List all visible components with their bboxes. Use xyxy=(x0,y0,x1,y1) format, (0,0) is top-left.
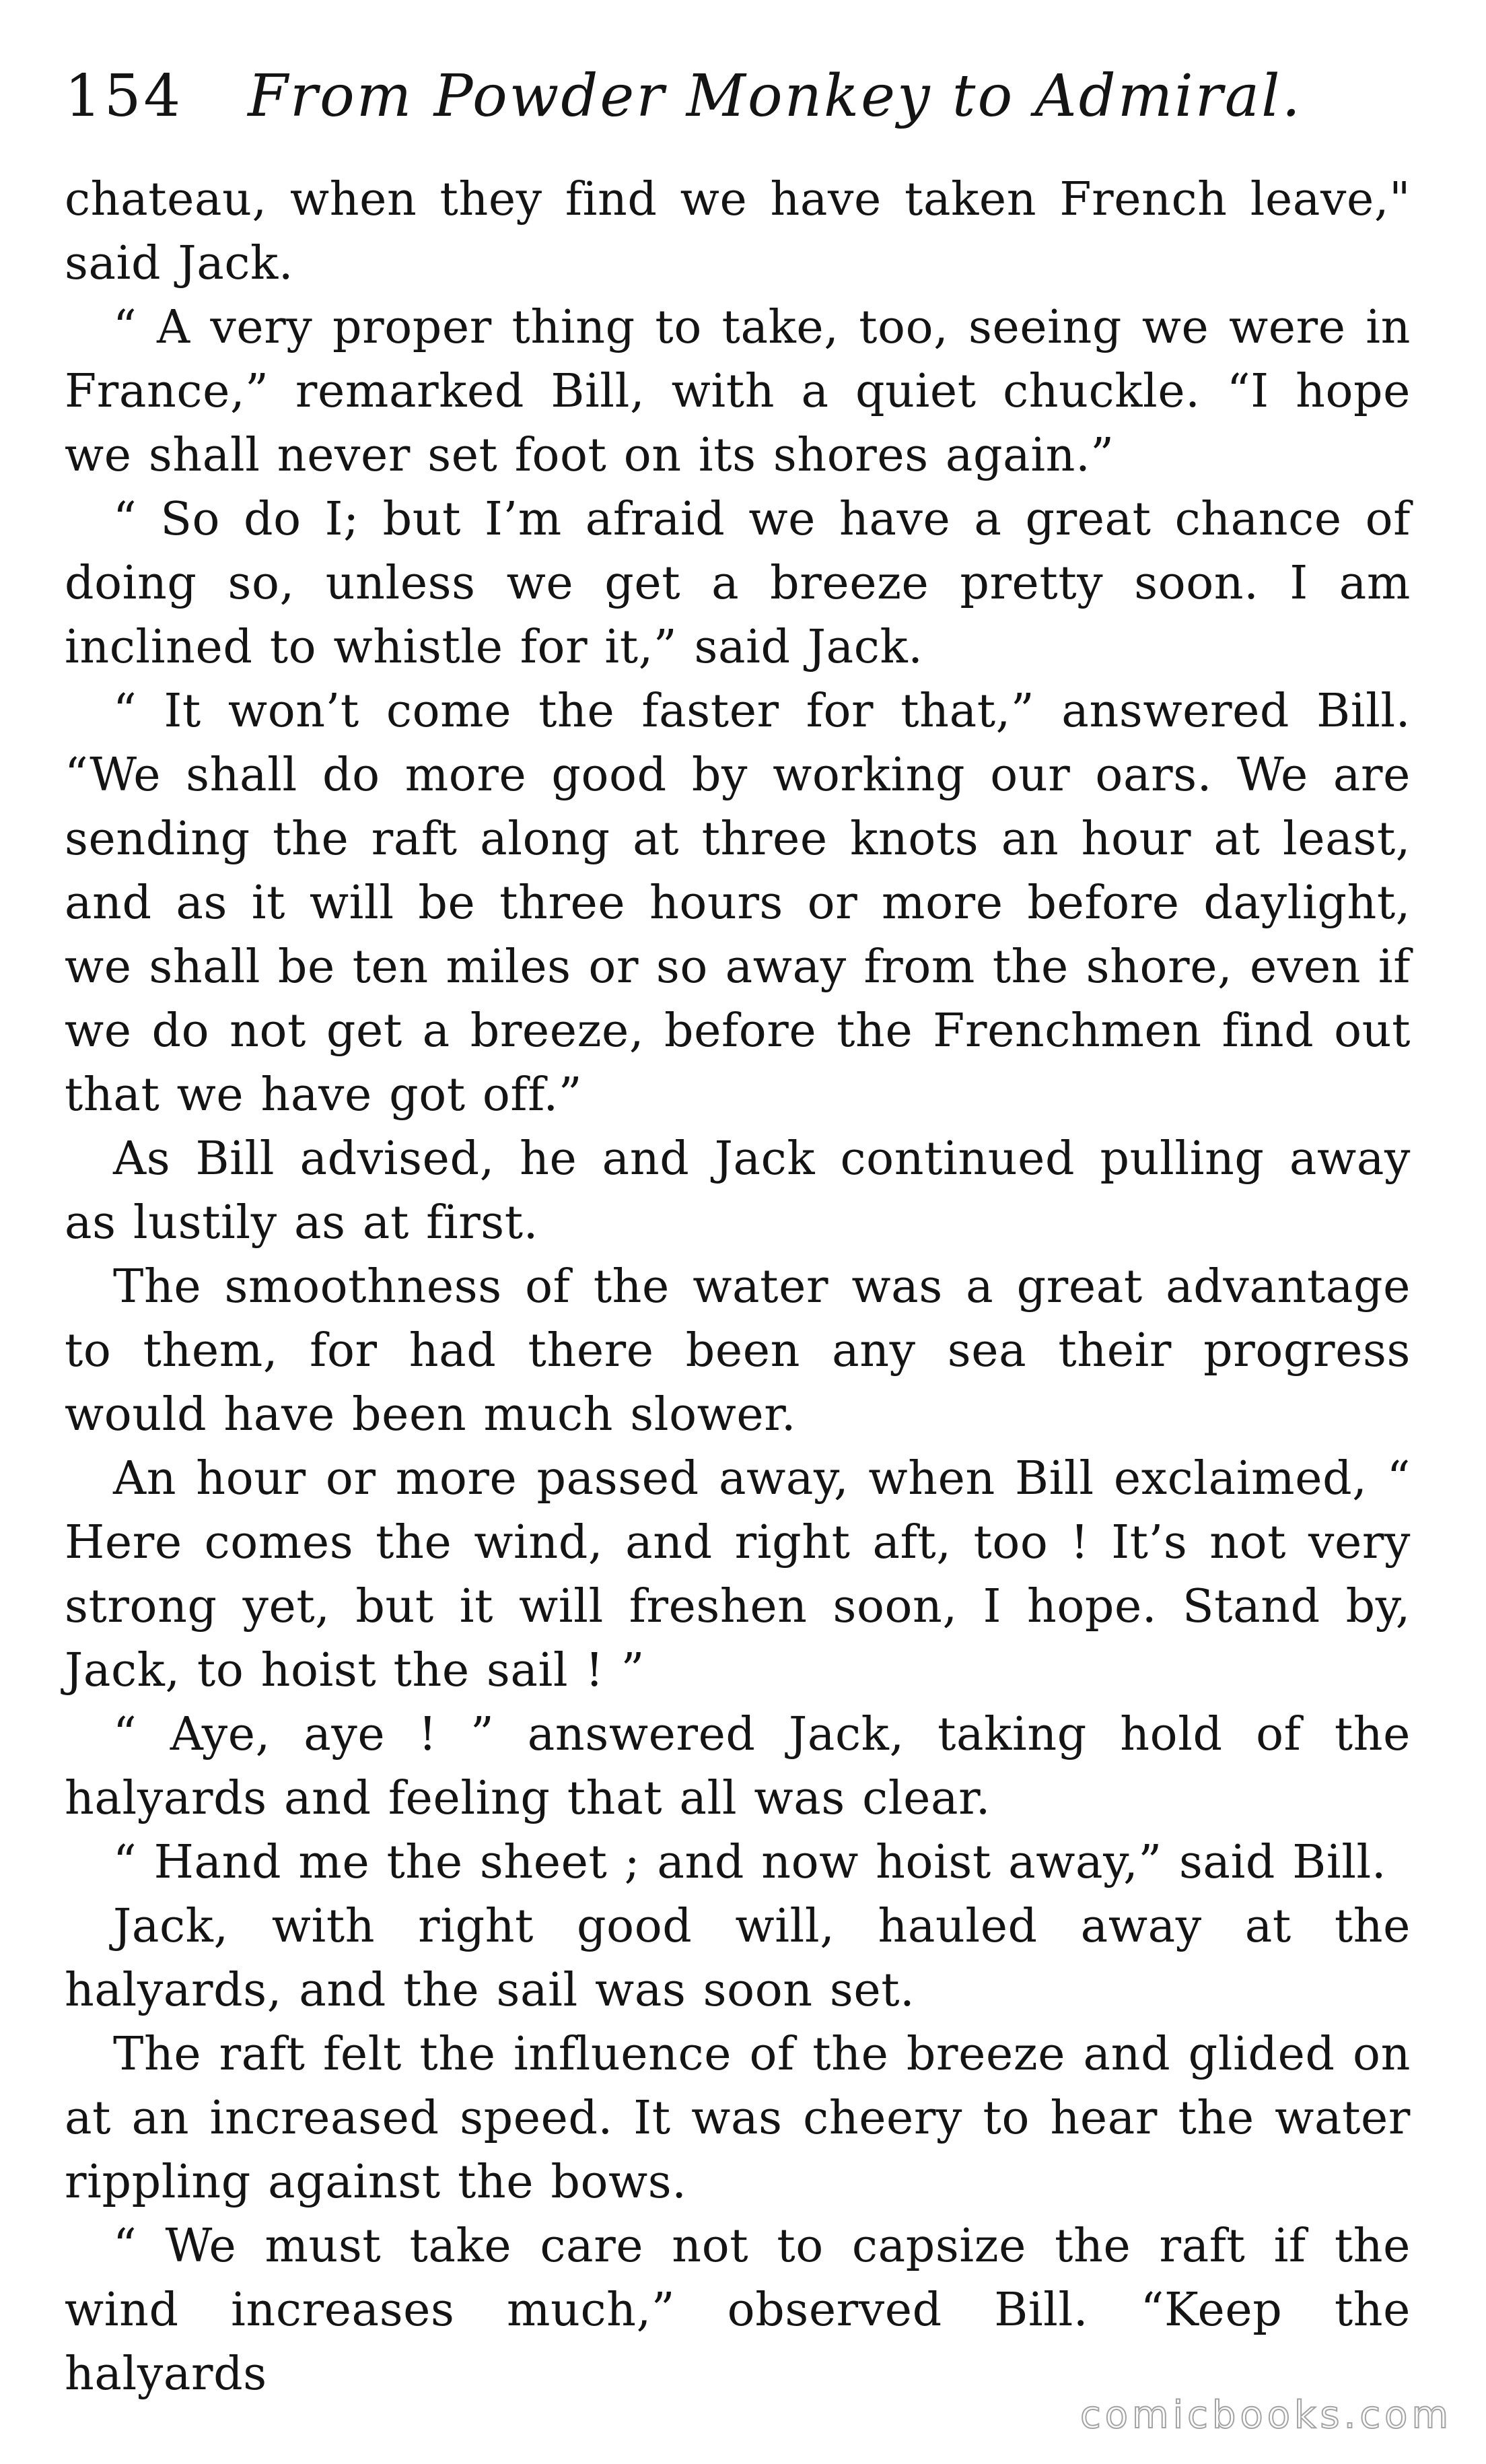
paragraph: “ Hand me the sheet ; and now hoist away,” said Bill. xyxy=(113,1835,1387,1889)
paragraph: “ So do I; but I’m afraid we have a great chance of doing so, unless we get a breeze pretty soon. I am inclined to whistle for it,” said Jack. xyxy=(65,492,1411,674)
book-title: From Powder Monkey to Admiral. xyxy=(248,63,1303,130)
paragraph: An hour or more passed away, when Bill exclaimed, “ Here comes the wind, and right aft, too ! It’s not very strong yet, but it will freshen soon, I hope. Stand by, Jack, to hoist the sail ! ” xyxy=(65,1451,1411,1697)
paragraph: Jack, with right good will, hauled away at the halyards, and the sail was soon set. xyxy=(65,1899,1411,2017)
paragraph: “ Aye, aye ! ” answered Jack, taking hold of the halyards and feeling that all was clear. xyxy=(65,1707,1411,1825)
book-page xyxy=(65,65,1411,2406)
paragraph: “ A very proper thing to take, too, seeing we were in France,” remarked Bill, with a quiet chuckle. “I hope we shall never set foot on its shores again.” xyxy=(65,300,1411,482)
paragraph: chateau, when they find we have taken French leave," said Jack. xyxy=(65,172,1411,290)
paragraph: As Bill advised, he and Jack continued pulling away as lustily as at first. xyxy=(65,1132,1411,1250)
paragraph: The smoothness of the water was a great advantage to them, for had there been any sea their progress would have been much slower. xyxy=(65,1260,1411,1441)
paragraph: “ We must take care not to capsize the raft if the wind increases much,” observed Bill. “Keep the halyards xyxy=(65,2219,1411,2401)
paragraph: “ It won’t come the faster for that,” answered Bill. “We shall do more good by working our oars. We are sending the raft along at three knots an hour at least, and as it will be three hours or more before daylight, we shall be ten miles or so away from the shore, even if we do not get a breeze, before the Frenchmen find out that we have got off.” xyxy=(65,684,1411,1122)
page-number: 154 xyxy=(65,63,184,130)
paragraph: The raft felt the influence of the breeze and glided on at an increased speed. It was cheery to hear the water rippling against the bows. xyxy=(65,2027,1411,2209)
running-head xyxy=(65,65,1411,129)
body-text xyxy=(65,168,1411,2406)
watermark: comicbooks.com xyxy=(1080,2393,1452,2437)
